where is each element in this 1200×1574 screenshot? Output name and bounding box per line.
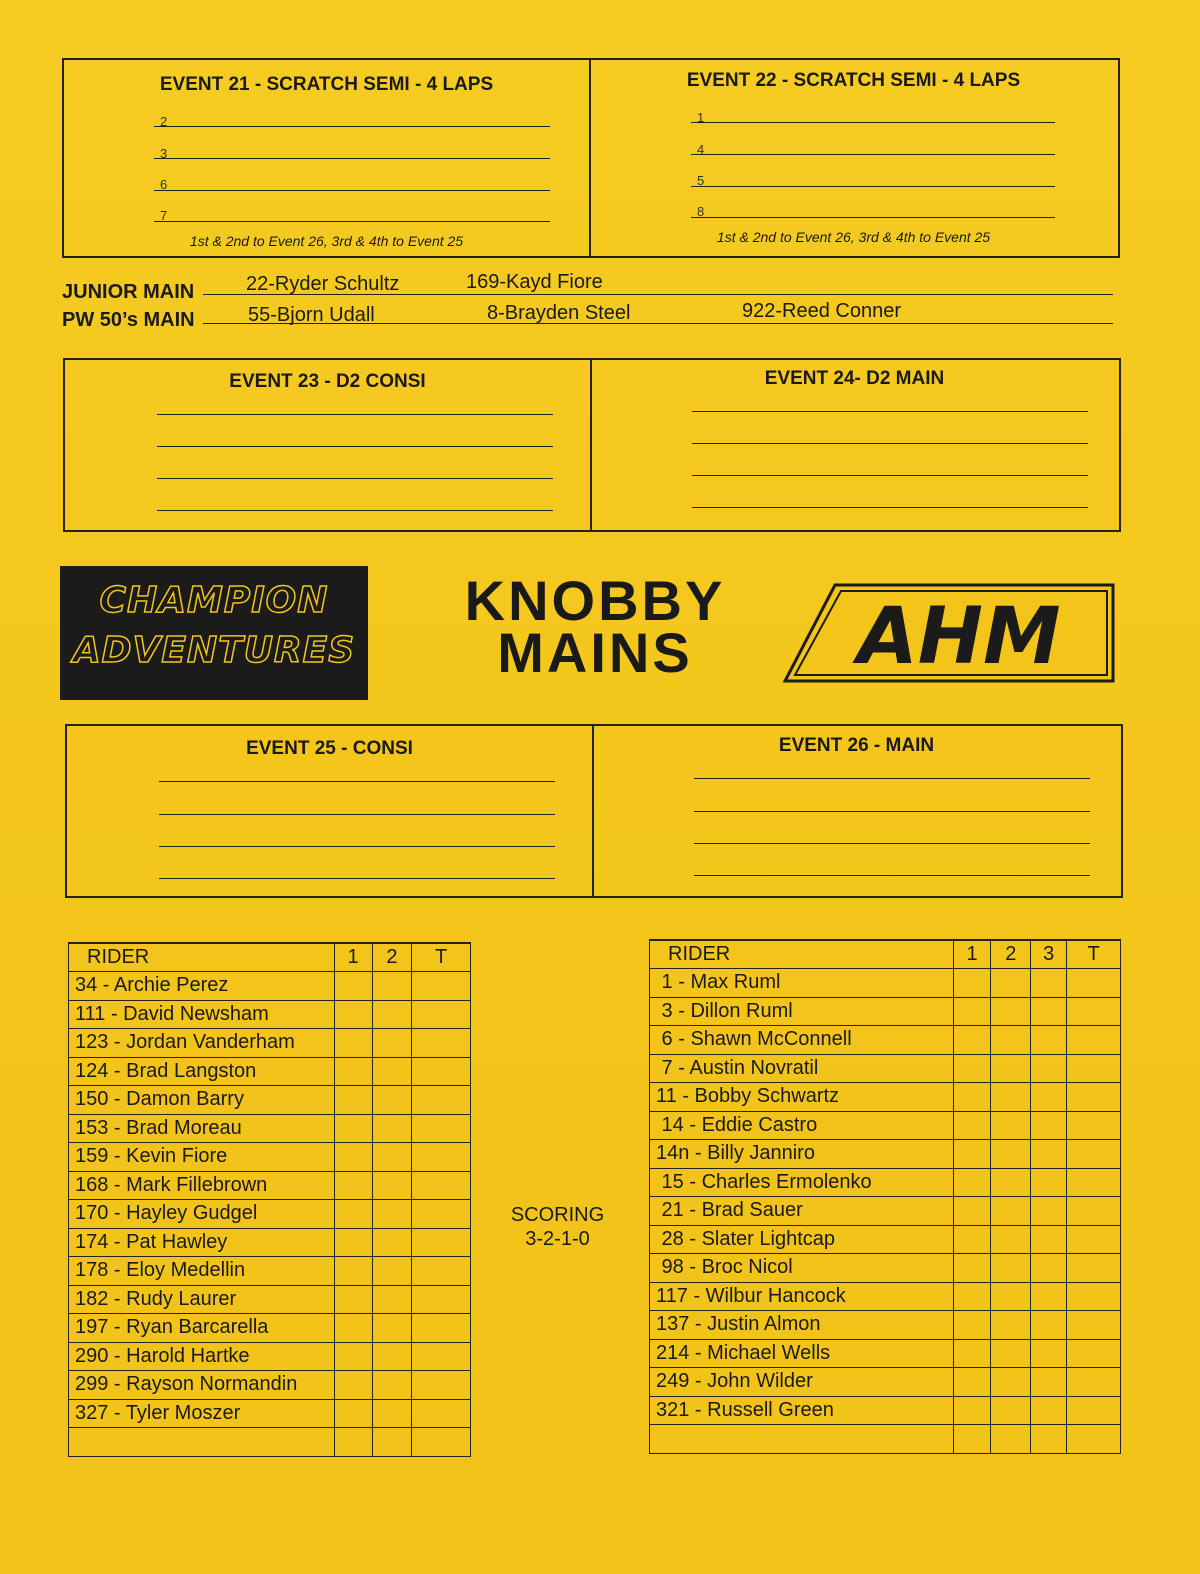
score-cell[interactable] [412, 1285, 471, 1314]
table-row [69, 1000, 471, 1029]
event-24-panel [590, 360, 1119, 530]
score-cell[interactable] [1031, 1282, 1067, 1311]
event-22-position: 5 [697, 173, 705, 188]
result-line [154, 126, 550, 127]
score-cell[interactable] [412, 1228, 471, 1257]
event-25-title: EVENT 25 - CONSI [246, 738, 413, 759]
score-cell[interactable] [991, 1168, 1031, 1197]
table-row [650, 969, 1121, 998]
table-header [650, 940, 1121, 969]
score-cell[interactable] [372, 1143, 412, 1172]
result-line [691, 154, 1055, 155]
score-cell[interactable] [1031, 1140, 1067, 1169]
score-cell[interactable] [1031, 969, 1067, 998]
rider-cell: 21 - Brad Sauer [650, 1197, 954, 1226]
result-line [159, 814, 555, 815]
score-cell[interactable] [953, 969, 991, 998]
score-cell[interactable] [991, 1026, 1031, 1055]
score-cell[interactable] [991, 969, 1031, 998]
score-cell[interactable] [412, 1057, 471, 1086]
score-cell[interactable] [372, 1171, 412, 1200]
rider-cell: 327 - Tyler Moszer [69, 1399, 335, 1428]
score-cell[interactable] [1067, 969, 1121, 998]
table-row [69, 1314, 471, 1343]
total-column-header: T [412, 943, 471, 972]
heat-1-column-header: 1 [334, 943, 372, 972]
result-line [691, 186, 1055, 187]
heat-1-column-header: 1 [953, 940, 991, 969]
table-row [650, 1339, 1121, 1368]
score-cell[interactable] [991, 997, 1031, 1026]
score-cell[interactable] [412, 1371, 471, 1400]
score-cell[interactable] [412, 1114, 471, 1143]
score-cell[interactable] [953, 997, 991, 1026]
score-cell[interactable] [1031, 997, 1067, 1026]
ahm-logo-text: AHM [857, 592, 1061, 682]
score-cell[interactable] [372, 1057, 412, 1086]
logo-text: ADVENTURES [72, 630, 356, 671]
result-line [692, 443, 1088, 444]
rider-cell: 34 - Archie Perez [69, 972, 335, 1001]
score-cell[interactable] [953, 1225, 991, 1254]
table-row [650, 1225, 1121, 1254]
result-line [157, 414, 553, 415]
score-cell[interactable] [1067, 1396, 1121, 1425]
score-cell[interactable] [334, 1371, 372, 1400]
score-cell[interactable] [1031, 1339, 1067, 1368]
table-row [69, 1057, 471, 1086]
table-row [650, 1311, 1121, 1340]
event-23-panel [65, 360, 592, 530]
score-cell[interactable] [372, 1086, 412, 1115]
rider-cell: 14 - Eddie Castro [650, 1111, 954, 1140]
result-line [154, 190, 550, 191]
result-line [694, 811, 1090, 812]
score-cell[interactable] [334, 1342, 372, 1371]
score-cell[interactable] [991, 1311, 1031, 1340]
score-cell[interactable] [953, 1083, 991, 1112]
rider-cell: 150 - Damon Barry [69, 1086, 335, 1115]
table-row [650, 1026, 1121, 1055]
score-cell[interactable] [1067, 1111, 1121, 1140]
page-title-line1: KNOBBY [464, 569, 726, 632]
table-row [650, 1140, 1121, 1169]
d2-events-box [63, 358, 1121, 532]
score-cell[interactable] [1031, 1311, 1067, 1340]
score-cell[interactable] [1031, 1368, 1067, 1397]
score-cell[interactable] [334, 1399, 372, 1428]
score-cell[interactable] [953, 1197, 991, 1226]
junior-main-entry: 22-Ryder Schultz [246, 273, 400, 295]
score-cell[interactable] [334, 1257, 372, 1286]
event-24-title: EVENT 24- D2 MAIN [764, 368, 945, 389]
pw50-main-label: PW 50’s MAIN [62, 309, 195, 331]
score-cell[interactable] [1067, 1168, 1121, 1197]
junior-main-entry: 169-Kayd Fiore [466, 271, 603, 293]
event-21-note: 1st & 2nd to Event 26, 3rd & 4th to Event 25 [189, 233, 464, 249]
table-row [650, 1254, 1121, 1283]
score-cell[interactable] [334, 1029, 372, 1058]
table-row [650, 1083, 1121, 1112]
rider-cell: 14n - Billy Janniro [650, 1140, 954, 1169]
table-row [69, 1086, 471, 1115]
rider-cell: 124 - Brad Langston [69, 1057, 335, 1086]
score-cell[interactable] [334, 1428, 372, 1457]
score-cell[interactable] [1067, 997, 1121, 1026]
score-cell[interactable] [412, 1143, 471, 1172]
score-cell[interactable] [1031, 1168, 1067, 1197]
table-row [650, 1197, 1121, 1226]
table-row [650, 1111, 1121, 1140]
score-cell[interactable] [334, 1057, 372, 1086]
score-cell[interactable] [372, 1257, 412, 1286]
score-cell[interactable] [953, 1168, 991, 1197]
score-cell[interactable] [334, 1000, 372, 1029]
rider-cell: 214 - Michael Wells [650, 1339, 954, 1368]
score-cell[interactable] [372, 972, 412, 1001]
result-line [691, 122, 1055, 123]
score-cell[interactable] [1031, 1111, 1067, 1140]
table-row [69, 1257, 471, 1286]
score-cell[interactable] [372, 1228, 412, 1257]
rider-cell: 6 - Shawn McConnell [650, 1026, 954, 1055]
score-cell[interactable] [372, 1371, 412, 1400]
rider-column-header: RIDER [69, 943, 335, 972]
score-cell[interactable] [412, 1314, 471, 1343]
score-cell[interactable] [412, 1428, 471, 1457]
score-cell[interactable] [953, 1396, 991, 1425]
score-cell[interactable] [1031, 1254, 1067, 1283]
left-rider-table [68, 942, 471, 1457]
table-row [69, 1285, 471, 1314]
main-events-box [65, 724, 1123, 898]
result-line [159, 878, 555, 879]
score-cell[interactable] [991, 1225, 1031, 1254]
pw50-main-entry: 8-Brayden Steel [487, 302, 631, 324]
table-row [650, 997, 1121, 1026]
score-cell[interactable] [372, 1029, 412, 1058]
event-22-note: 1st & 2nd to Event 26, 3rd & 4th to Event 25 [716, 229, 991, 245]
rider-cell: 3 - Dillon Ruml [650, 997, 954, 1026]
score-cell[interactable] [953, 1311, 991, 1340]
table-row [69, 1228, 471, 1257]
score-cell[interactable] [991, 1197, 1031, 1226]
rider-cell [69, 1428, 335, 1457]
result-line [159, 846, 555, 847]
rider-cell: 15 - Charles Ermolenko [650, 1168, 954, 1197]
score-cell[interactable] [372, 1428, 412, 1457]
score-cell[interactable] [412, 1257, 471, 1286]
event-23-title: EVENT 23 - D2 CONSI [229, 371, 426, 392]
score-cell[interactable] [953, 1368, 991, 1397]
score-cell[interactable] [1067, 1225, 1121, 1254]
page-title-line2: MAINS [497, 621, 693, 684]
result-line [694, 843, 1090, 844]
result-line [692, 411, 1088, 412]
event-22-panel [589, 60, 1118, 256]
score-cell[interactable] [334, 1285, 372, 1314]
score-cell[interactable] [334, 1143, 372, 1172]
rider-cell: 1 - Max Ruml [650, 969, 954, 998]
score-cell[interactable] [1031, 1396, 1067, 1425]
score-cell[interactable] [1067, 1254, 1121, 1283]
score-cell[interactable] [953, 1339, 991, 1368]
score-cell[interactable] [991, 1368, 1031, 1397]
rider-cell: 137 - Justin Almon [650, 1311, 954, 1340]
result-line [694, 778, 1090, 779]
score-cell[interactable] [1067, 1083, 1121, 1112]
logo-text: CHAMPION [99, 580, 329, 621]
score-cell[interactable] [991, 1425, 1031, 1454]
score-cell[interactable] [1067, 1140, 1121, 1169]
rider-cell: 174 - Pat Hawley [69, 1228, 335, 1257]
score-cell[interactable] [1067, 1197, 1121, 1226]
score-cell[interactable] [334, 1171, 372, 1200]
score-cell[interactable] [991, 1111, 1031, 1140]
score-cell[interactable] [953, 1425, 991, 1454]
heat-3-column-header: 3 [1031, 940, 1067, 969]
score-cell[interactable] [334, 1086, 372, 1115]
rider-cell: 170 - Hayley Gudgel [69, 1200, 335, 1229]
table-row [69, 972, 471, 1001]
event-21-position: 3 [160, 146, 168, 161]
rider-cell: 7 - Austin Novratil [650, 1054, 954, 1083]
score-cell[interactable] [334, 972, 372, 1001]
score-cell[interactable] [953, 1111, 991, 1140]
rider-cell [650, 1425, 954, 1454]
score-cell[interactable] [412, 1342, 471, 1371]
score-cell[interactable] [991, 1140, 1031, 1169]
table-row [69, 1171, 471, 1200]
score-cell[interactable] [412, 1086, 471, 1115]
score-cell[interactable] [991, 1282, 1031, 1311]
table-row [69, 1428, 471, 1457]
event-22-position: 1 [697, 110, 705, 125]
score-cell[interactable] [334, 1200, 372, 1229]
result-line [692, 507, 1088, 508]
event-26-panel [592, 726, 1121, 896]
score-cell[interactable] [1031, 1083, 1067, 1112]
semi-events-box [62, 58, 1120, 258]
rider-column-header: RIDER [650, 940, 954, 969]
score-cell[interactable] [953, 1140, 991, 1169]
event-21-position: 2 [160, 114, 168, 129]
rider-cell: 153 - Brad Moreau [69, 1114, 335, 1143]
rider-cell: 11 - Bobby Schwartz [650, 1083, 954, 1112]
result-line [694, 875, 1090, 876]
right-rider-table [649, 939, 1121, 1454]
score-cell[interactable] [334, 1314, 372, 1343]
event-21-title: EVENT 21 - SCRATCH SEMI - 4 LAPS [159, 74, 494, 95]
score-cell[interactable] [372, 1314, 412, 1343]
score-cell[interactable] [1067, 1339, 1121, 1368]
score-cell[interactable] [412, 1200, 471, 1229]
score-cell[interactable] [991, 1083, 1031, 1112]
event-26-title: EVENT 26 - MAIN [778, 735, 935, 756]
score-cell[interactable] [953, 1282, 991, 1311]
score-cell[interactable] [412, 972, 471, 1001]
score-cell[interactable] [1067, 1311, 1121, 1340]
score-cell[interactable] [372, 1285, 412, 1314]
table-row [650, 1054, 1121, 1083]
result-line [691, 217, 1055, 218]
pw50-main-entry: 55-Bjorn Udall [248, 304, 375, 326]
table-row [69, 1342, 471, 1371]
score-cell[interactable] [991, 1339, 1031, 1368]
score-cell[interactable] [1031, 1425, 1067, 1454]
score-cell[interactable] [1031, 1225, 1067, 1254]
event-21-position: 6 [160, 177, 168, 192]
rider-cell: 28 - Slater Lightcap [650, 1225, 954, 1254]
event-22-title: EVENT 22 - SCRATCH SEMI - 4 LAPS [686, 70, 1021, 91]
result-line [692, 475, 1088, 476]
rider-cell: 299 - Rayson Normandin [69, 1371, 335, 1400]
scoring-values: 3-2-1-0 [525, 1228, 590, 1250]
score-cell[interactable] [412, 1029, 471, 1058]
table-row [650, 1282, 1121, 1311]
total-column-header: T [1067, 940, 1121, 969]
table-row [650, 1425, 1121, 1454]
score-cell[interactable] [372, 1114, 412, 1143]
result-line [159, 781, 555, 782]
score-cell[interactable] [372, 1200, 412, 1229]
rider-cell: 123 - Jordan Vanderham [69, 1029, 335, 1058]
heat-2-column-header: 2 [991, 940, 1031, 969]
score-cell[interactable] [991, 1254, 1031, 1283]
score-cell[interactable] [334, 1114, 372, 1143]
score-cell[interactable] [1031, 1054, 1067, 1083]
rider-cell: 197 - Ryan Barcarella [69, 1314, 335, 1343]
score-cell[interactable] [372, 1399, 412, 1428]
score-cell[interactable] [991, 1054, 1031, 1083]
ahm-logo [783, 583, 1119, 683]
score-cell[interactable] [953, 1054, 991, 1083]
result-line [154, 221, 550, 222]
heat-2-column-header: 2 [372, 943, 412, 972]
table-row [69, 1029, 471, 1058]
rider-cell: 290 - Harold Hartke [69, 1342, 335, 1371]
score-cell[interactable] [953, 1254, 991, 1283]
score-cell[interactable] [412, 1399, 471, 1428]
junior-main-label: JUNIOR MAIN [62, 281, 195, 303]
table-row [69, 1200, 471, 1229]
scoring-label: SCORING [510, 1204, 605, 1226]
event-21-position: 7 [160, 208, 168, 223]
score-cell[interactable] [372, 1342, 412, 1371]
score-cell[interactable] [1067, 1425, 1121, 1454]
table-row [650, 1368, 1121, 1397]
scoring-legend [490, 1203, 625, 1251]
rider-cell: 321 - Russell Green [650, 1396, 954, 1425]
score-cell[interactable] [334, 1228, 372, 1257]
rider-cell: 117 - Wilbur Hancock [650, 1282, 954, 1311]
score-cell[interactable] [412, 1171, 471, 1200]
result-line [157, 478, 553, 479]
score-cell[interactable] [412, 1000, 471, 1029]
score-cell[interactable] [1031, 1026, 1067, 1055]
table-row [69, 1399, 471, 1428]
event-21-panel [64, 60, 591, 256]
event-25-panel [67, 726, 594, 896]
table-row [69, 1143, 471, 1172]
score-cell[interactable] [1067, 1368, 1121, 1397]
rider-cell: 249 - John Wilder [650, 1368, 954, 1397]
table-row [69, 1371, 471, 1400]
score-cell[interactable] [372, 1000, 412, 1029]
rider-cell: 178 - Eloy Medellin [69, 1257, 335, 1286]
rider-cell: 182 - Rudy Laurer [69, 1285, 335, 1314]
score-cell[interactable] [953, 1026, 991, 1055]
pw50-main-entry: 922-Reed Conner [742, 300, 901, 322]
score-cell[interactable] [1067, 1054, 1121, 1083]
result-line [154, 158, 550, 159]
event-22-position: 4 [697, 142, 705, 157]
result-line [157, 446, 553, 447]
table-row [69, 1114, 471, 1143]
rider-cell: 111 - David Newsham [69, 1000, 335, 1029]
event-22-position: 8 [697, 204, 705, 219]
score-cell[interactable] [1067, 1026, 1121, 1055]
rider-cell: 159 - Kevin Fiore [69, 1143, 335, 1172]
score-cell[interactable] [991, 1396, 1031, 1425]
result-line [157, 510, 553, 511]
table-row [650, 1168, 1121, 1197]
rider-cell: 98 - Broc Nicol [650, 1254, 954, 1283]
table-header [69, 943, 471, 972]
rider-cell: 168 - Mark Fillebrown [69, 1171, 335, 1200]
score-cell[interactable] [1067, 1282, 1121, 1311]
score-cell[interactable] [1031, 1197, 1067, 1226]
champion-adventures-logo [60, 566, 368, 700]
table-row [650, 1396, 1121, 1425]
